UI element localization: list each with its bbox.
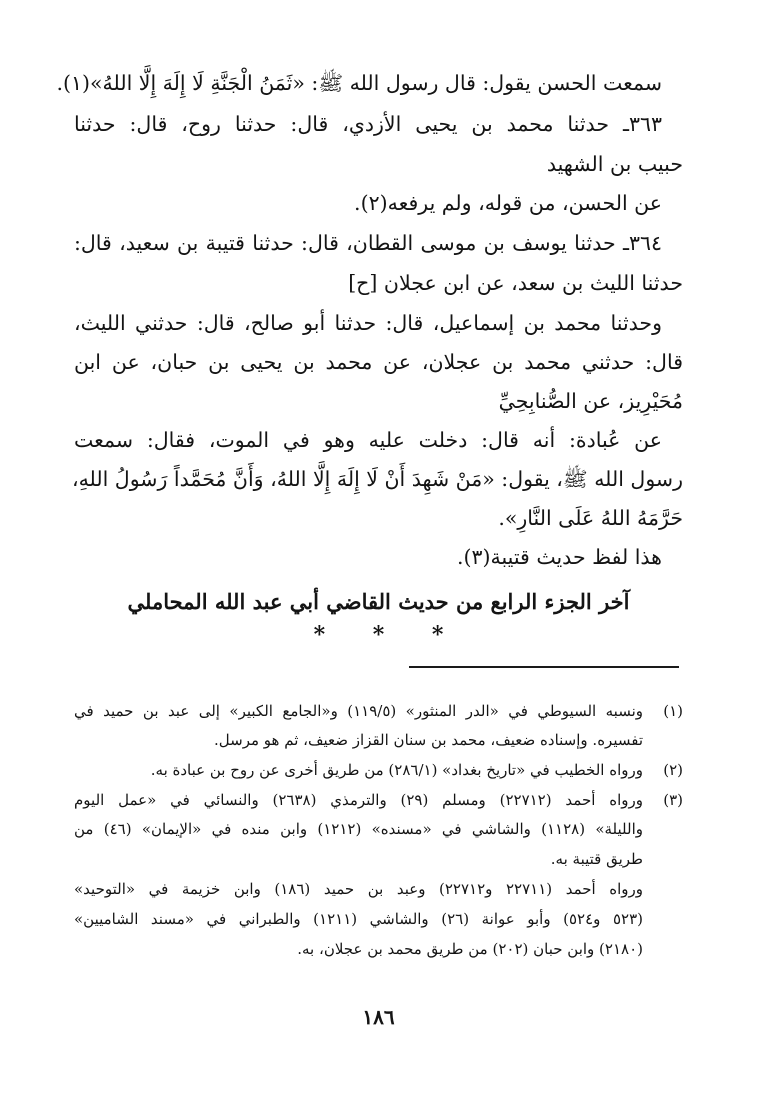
footnote-2-line-1: ورواه الخطيب في «تاريخ بغداد» (٢٨٦/١) من طريق أخرى عن روح بن عبادة به. bbox=[150, 761, 643, 779]
hadith-363-line-2: حبيب بن الشهيد bbox=[546, 152, 683, 176]
chapter-end-heading: آخر الجزء الرابع من حديث القاضي أبي عبد الله المحاملي bbox=[127, 589, 630, 614]
hadith-363-line-1: ٣٦٣ـ حدثنا محمد بن يحيى الأزدي، قال: حدثنا روح، قال: حدثنا bbox=[74, 112, 662, 136]
hadith-364-line-3: وحدثنا محمد بن إسماعيل، قال: حدثنا أبو صالح، قال: حدثني الليث، bbox=[74, 311, 662, 335]
footnote-3-line-6: (٢١٨٠) وابن حبان (٢٠٢) من طريق محمد بن عجلان، به. bbox=[297, 940, 643, 958]
footnote-3-line-2: والليلة» (١١٢٨) والشاشي في «مسنده» (١٢١٢) وابن منده في «الإيمان» (٤٦) من bbox=[74, 820, 644, 838]
footnote-3-line-3: طريق قتيبة به. bbox=[550, 850, 643, 868]
footnote-num: (٣) bbox=[663, 791, 683, 809]
hadith-364-line-8: حَرَّمَهُ اللهُ عَلَى النَّارِ». bbox=[498, 506, 683, 530]
text-line-1: سمعت الحسن يقول: قال رسول الله ﷺ: «ثَمَنُ الْجَنَّةِ لَا إِلَهَ إِلَّا اللهُ»(١). bbox=[56, 71, 662, 95]
hadith-364-line-5: مُحَيْرِيز، عن الصُّنابِحِيِّ bbox=[498, 389, 683, 413]
footnote-separator bbox=[409, 666, 679, 668]
footnote-1-line-2: تفسيره. وإسناده ضعيف، محمد بن سنان القزاز ضعيف، ثم هو مرسل. bbox=[214, 731, 643, 749]
hadith-364-line-6: عن عُبادة: أنه قال: دخلت عليه وهو في الموت، فقال: سمعت bbox=[74, 428, 662, 452]
hadith-364-line-1: ٣٦٤ـ حدثنا يوسف بن موسى القطان، قال: حدثنا قتيبة بن سعيد، قال: bbox=[74, 231, 662, 255]
hadith-364-line-9: هذا لفظ حديث قتيبة(٣). bbox=[456, 545, 662, 569]
hadith-364-line-7: رسول الله ﷺ، يقول: «مَنْ شَهِدَ أَنْ لَا إِلَهَ إِلَّا اللهُ، وَأَنَّ مُحَمَّداً رَسُولُ اللهِ، bbox=[71, 467, 683, 491]
footnote-3-line-4: ورواه أحمد (٢٢٧١١ و٢٢٧١٢) وعبد بن حميد (١٨٦) وابن خزيمة في «التوحيد» bbox=[74, 880, 643, 898]
hadith-364-line-4: قال: حدثني محمد بن عجلان، عن محمد بن يحيى بن حبان، عن ابن bbox=[74, 350, 683, 374]
page-number: ١٨٦ bbox=[362, 1005, 395, 1029]
footnote-3-line-1: ورواه أحمد (٢٢٧١٢) ومسلم (٢٩) والترمذي (٢٦٣٨) والنسائي في «عمل اليوم bbox=[74, 791, 643, 809]
hadith-363-line-3: عن الحسن، من قوله، ولم يرفعه(٢). bbox=[354, 191, 662, 215]
footnote-num: (١) bbox=[663, 702, 683, 720]
footnote-3-line-5: (٥٢٣ و٥٢٤) وأبو عوانة (٢٦) والشاشي (١٢١١) والطبراني في «مسند الشاميين» bbox=[74, 910, 643, 928]
footnote-num: (٢) bbox=[663, 761, 683, 779]
hadith-364-line-2: حدثنا الليث بن سعد، عن ابن عجلان [ح] bbox=[348, 271, 683, 295]
section-stars: * * * bbox=[313, 622, 444, 648]
footnote-1-line-1: ونسبه السيوطي في «الدر المنثور» (١١٩/٥) و«الجامع الكبير» إلى عبد بن حميد في bbox=[74, 702, 643, 720]
